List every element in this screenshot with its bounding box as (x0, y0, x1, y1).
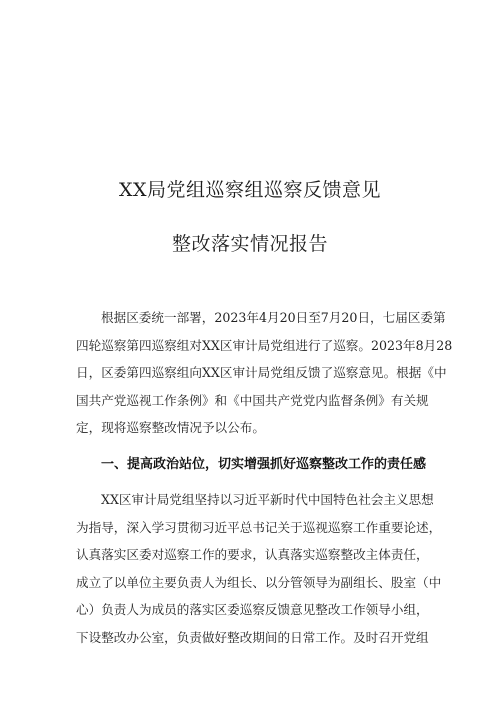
document-title-line-2: 整改落实情况报告 (171, 233, 328, 255)
paragraph-line: 日，区委第四巡察组向XX区审计局党组反馈了巡察意见。根据《中 (76, 365, 447, 380)
paragraph-line: 心）负责人为成员的落实区委巡察反馈意见整改工作领导小组， (76, 602, 429, 617)
paragraph-line: 定，现将巡察整改情况予以公布。 (76, 420, 265, 435)
document-title-line-1: XX局党组巡察组巡察反馈意见 (118, 179, 382, 201)
paragraph-section-1 (76, 486, 442, 651)
paragraph-line: XX区审计局党组坚持以习近平新时代中国特色社会主义思想 (101, 492, 434, 507)
paragraph-line: 国共产党巡视工作条例》和《中国共产党党内监督条例》有关规 (76, 392, 429, 408)
paragraph-line: 为指导，深入学习贯彻习近平总书记关于巡视巡察工作重要论述， (76, 519, 442, 535)
paragraph-line: 认真落实区委对巡察工作的要求，认真落实巡察整改主体责任， (76, 547, 429, 562)
paragraph-line: 根据区委统一部署，2023年4月20日至7月20日，七届区委第 (101, 310, 446, 325)
paragraph-line: 成立了以单位主要负责人为组长、以分管领导为副组长、股室（中 (76, 574, 442, 590)
paragraph-line: 下设整改办公室，负责做好整改期间的日常工作。及时召开党组 (76, 629, 429, 645)
paragraph-intro (76, 304, 453, 442)
section-heading: 一、提高政治站位，切实增强抓好巡察整改工作的责任感 (101, 457, 427, 472)
paragraph-line: 四轮巡察第四巡察组对XX区审计局党组进行了巡察。2023年8月28 (76, 337, 453, 353)
